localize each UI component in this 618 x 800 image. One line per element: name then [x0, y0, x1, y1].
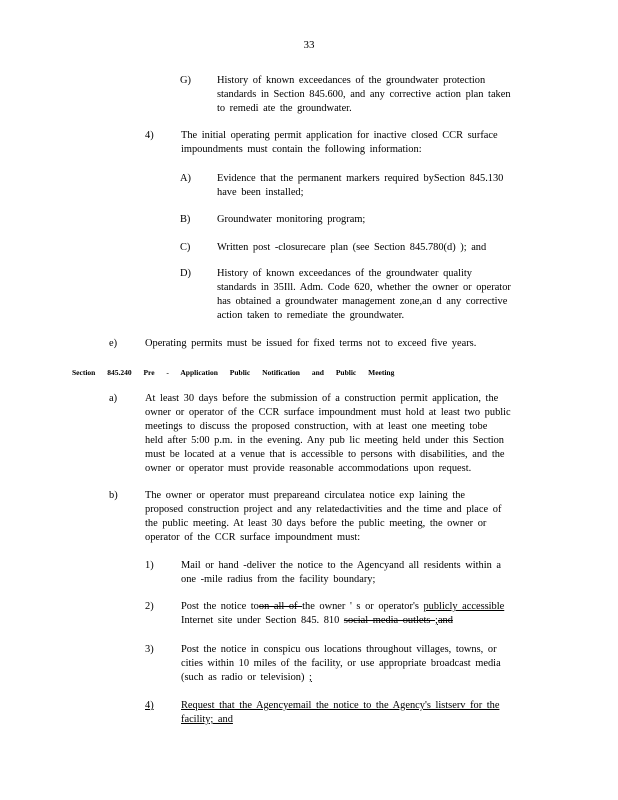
text-line: to remedi ate the groundwater. [217, 103, 352, 114]
text-line: impoundments must contain the following information: [181, 144, 422, 155]
text-line: facility; and [181, 714, 233, 725]
text-line [181, 671, 501, 685]
item-c-text [217, 241, 486, 255]
text-line: owner or operator must provide reasonable accommodations upon request. [145, 463, 472, 474]
inserted-text: publicly accessible [423, 601, 505, 612]
item-g-marker: G) [180, 75, 191, 86]
deleted-text: on all of [258, 601, 303, 612]
section-heading: Section 845.240 Pre - Application Public Notification and Public Meeting [72, 368, 395, 377]
text-line: standards in Section 845.600, and any corrective action plan taken [217, 89, 511, 100]
section-b-text [145, 489, 501, 545]
text-line: Mail or hand -deliver the notice to the Agencyand all residents within a [181, 560, 502, 571]
deleted-text: and [437, 615, 453, 626]
item-b-text [217, 213, 365, 227]
text-line: operator of the CCR surface impoundment must: [145, 532, 361, 543]
text-line [181, 600, 504, 614]
section-b2-text [181, 600, 504, 628]
text-line: the public meeting. At least 30 days before the public meeting, the owner or [145, 518, 487, 529]
item-a-marker: A) [180, 173, 191, 184]
text-line: has obtained a groundwater management zone,an d any corrective [217, 296, 508, 307]
text-line: Groundwater monitoring program; [217, 214, 366, 225]
text-run: the owner ' s or operator's [302, 601, 424, 612]
item-4-marker: 4) [145, 130, 154, 141]
text-line: held after 5:00 p.m. in the evening. Any pub lic meeting held under this Section [145, 435, 504, 446]
page-number: 33 [303, 39, 315, 51]
text-line: meetings to discuss the proposed construction, with at least one meeting tobe [145, 421, 488, 432]
section-b3-marker: 3) [145, 644, 154, 655]
inserted-text: ; [309, 672, 312, 683]
text-line: proposed construction project and any relatedactivities and the time and place of [145, 504, 502, 515]
section-b3-text [181, 643, 501, 685]
section-b2-marker: 2) [145, 601, 154, 612]
text-line: have been installed; [217, 187, 304, 198]
text-line: Post the notice in conspicu ous locations throughout villages, towns, or [181, 644, 497, 655]
text-line: action taken to remediate the groundwater. [217, 310, 405, 321]
section-a-marker: a) [109, 393, 118, 404]
text-line: The owner or operator must prepareand circulatea notice exp laining the [145, 490, 466, 501]
text-line: owner or operator of the CCR surface impoundment must hold at least two public [145, 407, 511, 418]
text-run: Internet site under Section 845. 810 [181, 615, 344, 626]
text-run: Post the notice to [181, 601, 259, 612]
section-b1-marker: 1) [145, 560, 154, 571]
item-d-text [217, 267, 511, 323]
section-b1-text [181, 559, 501, 587]
text-line: cities within 10 miles of the facility, or use appropriate broadcast media [181, 658, 501, 669]
text-line: The initial operating permit application for inactive closed CCR surface [181, 130, 498, 141]
text-run: (such as radio or television) [181, 672, 310, 683]
text-line: must be located at a venue that is accessible to persons with disabilities, and the [145, 449, 505, 460]
text-line: At least 30 days before the submission of a construction permit application, the [145, 393, 499, 404]
text-line: Request that the Agencyemail the notice to the Agency's listserv for the [181, 700, 500, 711]
item-e-text [145, 337, 476, 351]
section-a-text [145, 392, 511, 476]
section-b-marker: b) [109, 490, 118, 501]
item-e-marker: e) [109, 338, 118, 349]
text-line: Operating permits must be issued for fixed terms not to exceed five years. [145, 338, 477, 349]
text-line: one -mile radius from the facility boundary; [181, 574, 376, 585]
item-a-text [217, 172, 503, 200]
item-d-marker: D) [180, 268, 191, 279]
text-line: Written post -closurecare plan (see Section 845.780(d) ); and [217, 242, 487, 253]
text-line: Evidence that the permanent markers required bySection 845.130 [217, 173, 504, 184]
item-c-marker: C) [180, 242, 191, 253]
section-b4-marker: 4) [145, 700, 154, 711]
text-line: standards in 35Ill. Adm. Code 620, whether the owner or operator [217, 282, 511, 293]
item-4-text [181, 129, 498, 157]
text-line [181, 614, 504, 628]
deleted-text: social media outlets [343, 615, 436, 626]
text-line: History of known exceedances of the groundwater protection [217, 75, 486, 86]
section-b4-text [181, 699, 499, 727]
item-g-text [217, 74, 511, 116]
item-b-marker: B) [180, 214, 191, 225]
text-line: History of known exceedances of the groundwater quality [217, 268, 472, 279]
inserted-text: ; [435, 615, 438, 626]
